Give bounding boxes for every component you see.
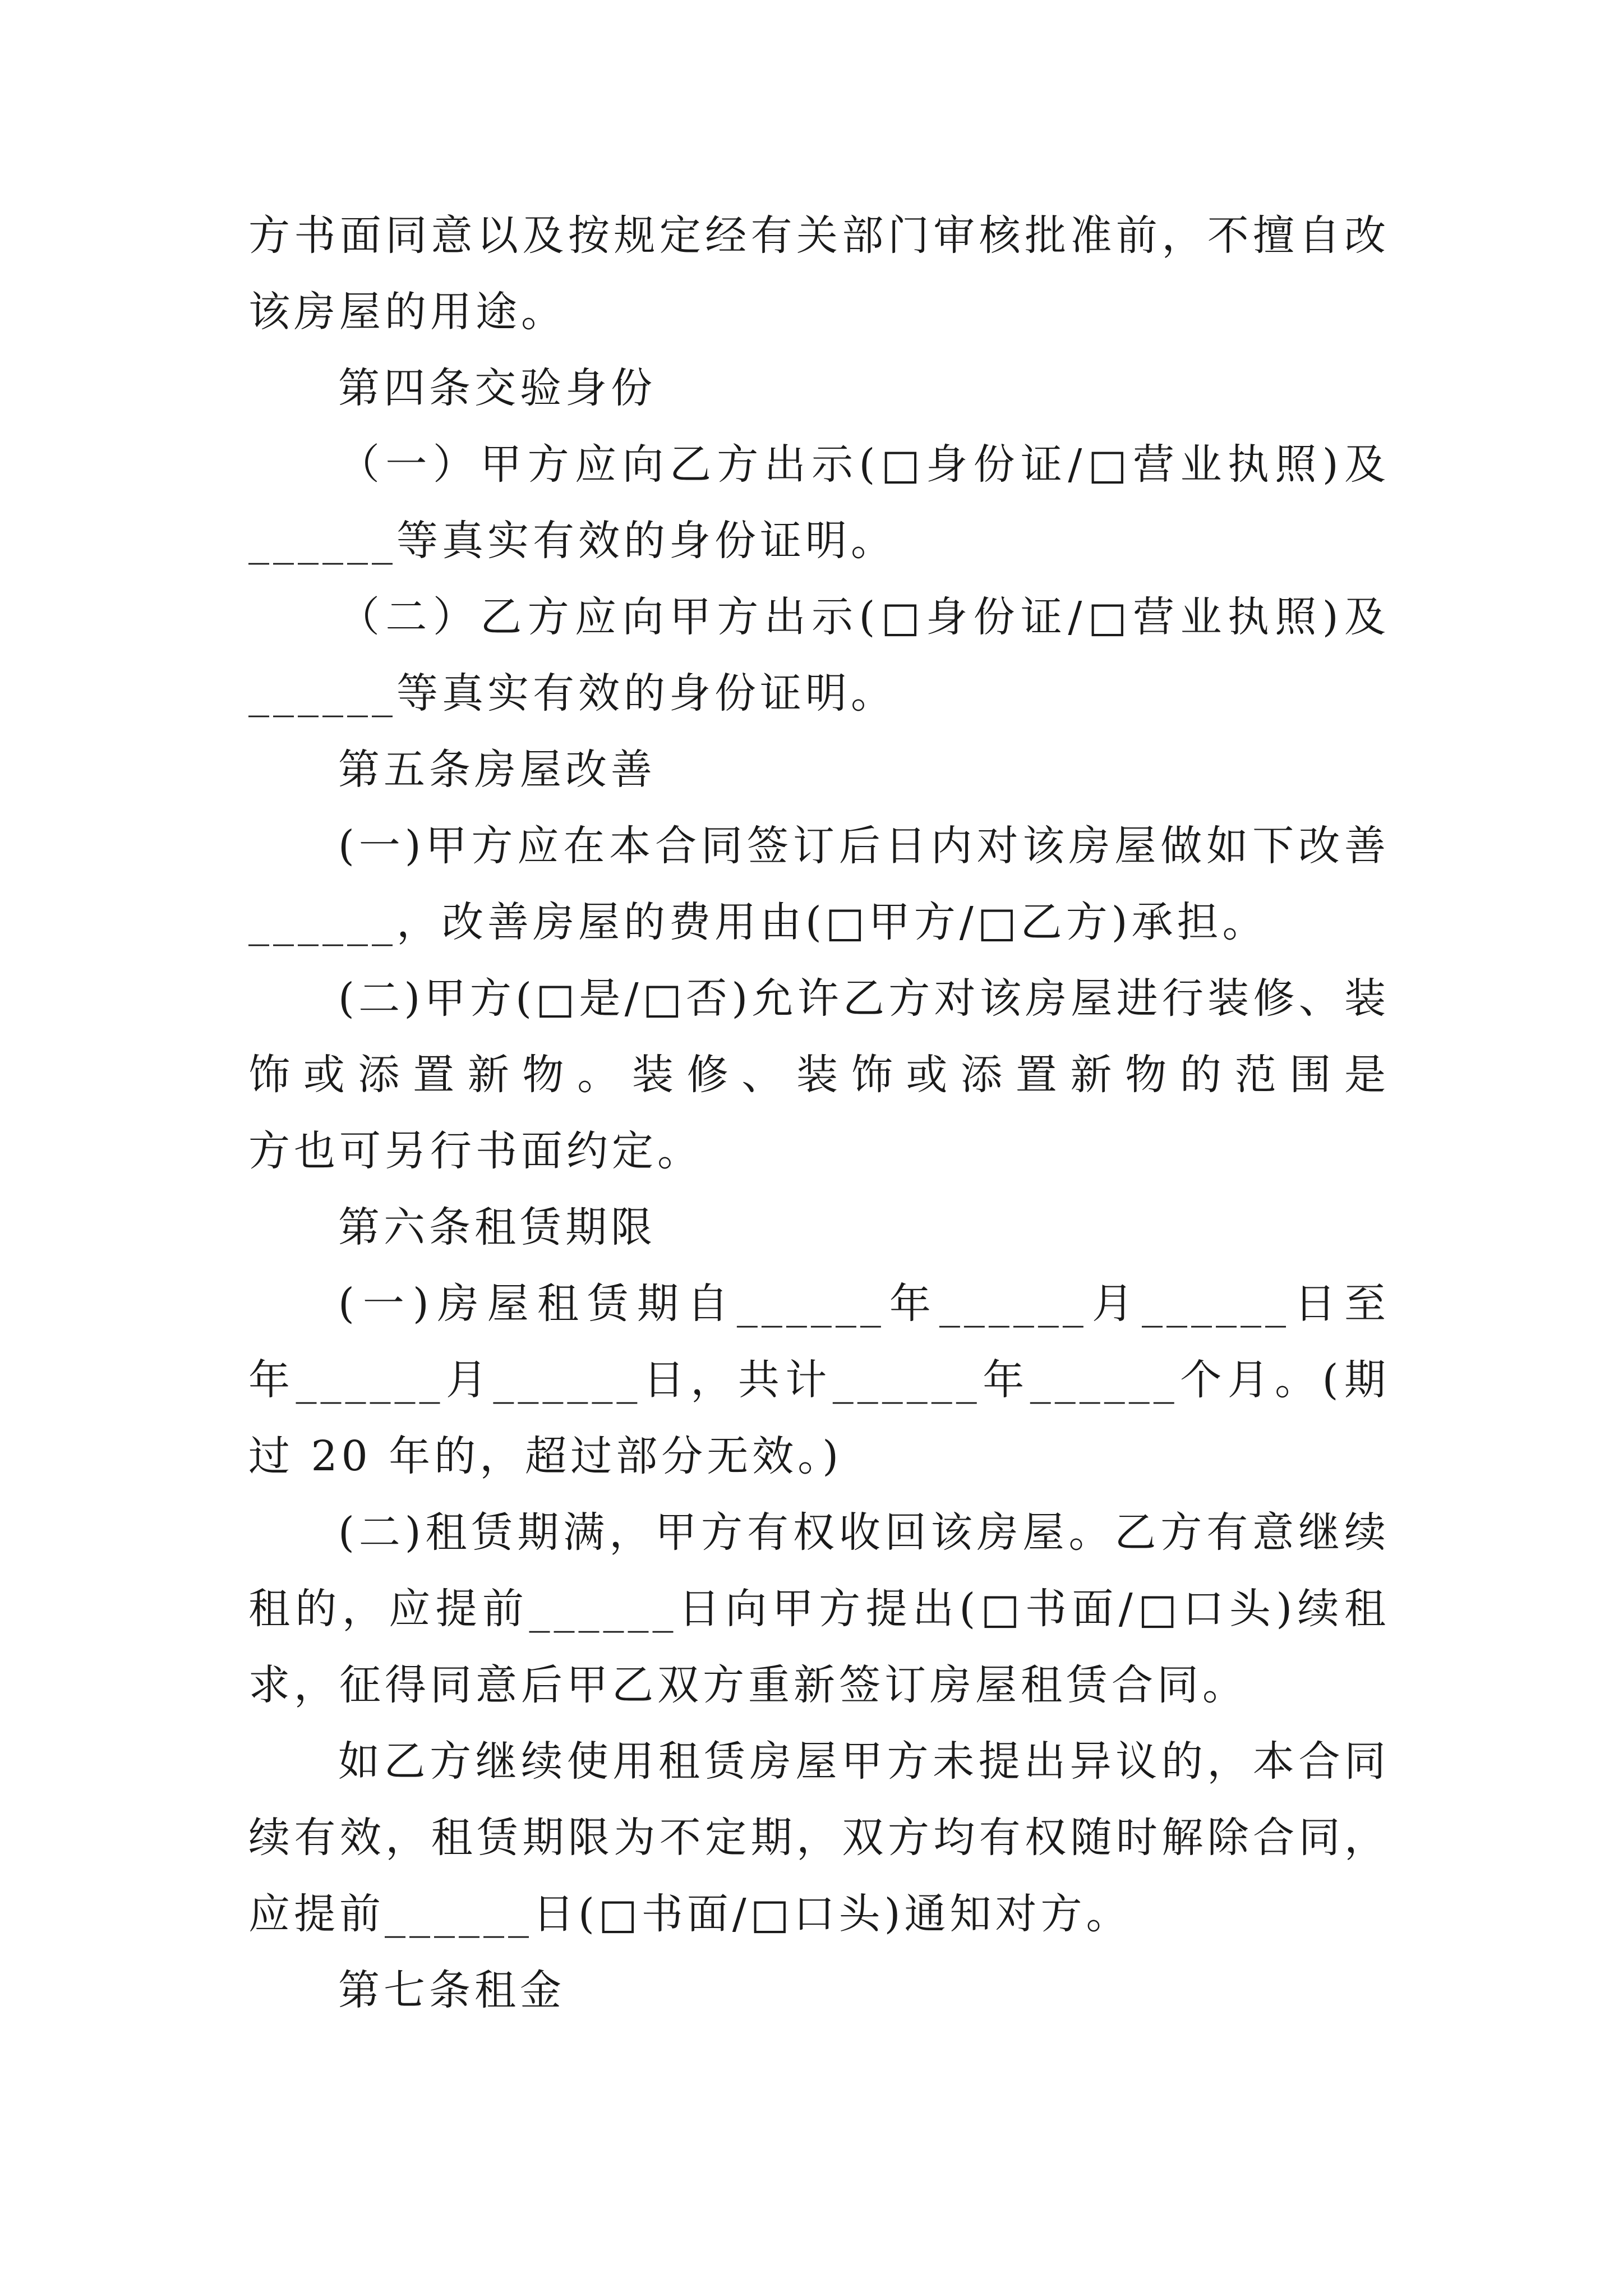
section-heading: 第五条房屋改善 [338,746,656,794]
contract-body-text [248,197,1390,2028]
text-line: (二)甲方(□是/□否)允许乙方对该房屋进行装修、装 [338,974,1390,1023]
text-line: （一）甲方应向乙方出示(□身份证/□营业执照)及 [338,440,1390,489]
section-heading: 第四条交验身份 [338,364,656,412]
text-line: (一)甲方应在本合同签订后日内对该房屋做如下改善 [338,822,1390,870]
text-line: 饰或添置新物。装修、装饰或添置新物的范围是 [248,1051,1390,1099]
section-heading: 第七条租金 [338,1966,565,2014]
text-line: 应提前______日(□书面/□口头)通知对方。 [248,1890,1132,1938]
section-heading: 第六条租赁期限 [338,1203,656,1251]
text-line: （二）乙方应向甲方出示(□身份证/□营业执照)及 [338,593,1390,641]
text-line: 方书面同意以及按规定经有关部门审核批准前，不擅自改 [248,211,1390,260]
text-line: 该房屋的用途。 [248,288,566,336]
text-line: 如乙方继续使用租赁房屋甲方未提出异议的，本合同 [338,1737,1390,1786]
text-line: ______等真实有效的身份证明。 [248,517,896,565]
text-line: (二)租赁期满，甲方有权收回该房屋。乙方有意继续 [338,1508,1390,1557]
text-line: ______，改善房屋的费用由(□甲方/□乙方)承担。 [248,898,1268,946]
text-line: 方也可另行书面约定。 [248,1127,703,1175]
text-line: 租的，应提前______日向甲方提出(□书面/□口头)续租 [248,1585,1390,1633]
text-line: 过 20 年的，超过部分无效。) [248,1432,843,1480]
text-line: (一)房屋租赁期自______年______月______日至 [338,1280,1390,1328]
text-line: 求，征得同意后甲乙双方重新签订房屋租赁合同。 [248,1661,1248,1709]
text-line: 续有效，租赁期限为不定期，双方均有权随时解除合同， [248,1814,1390,1862]
text-line: ______等真实有效的身份证明。 [248,669,896,717]
text-line: 年______月______日，共计______年______个月。(期 [248,1356,1390,1404]
